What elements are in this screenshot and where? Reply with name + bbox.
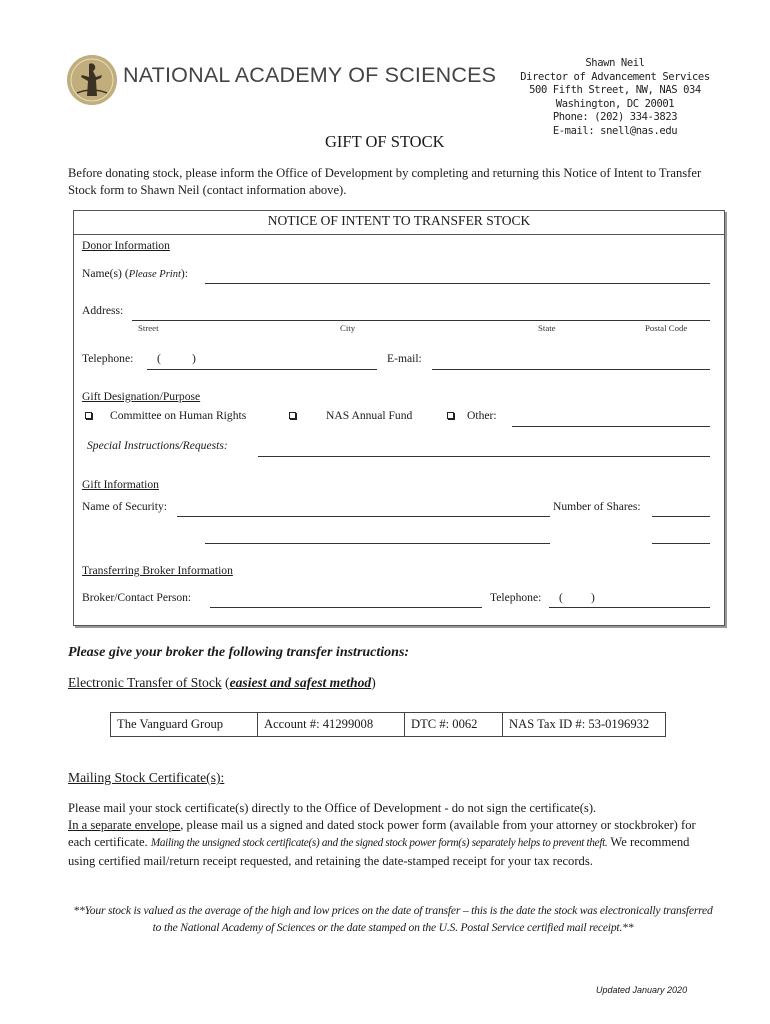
contact-name: Shawn Neil — [585, 57, 645, 69]
checkbox-human-rights[interactable] — [85, 412, 92, 419]
mailing-line1: Please mail your stock certificate(s) directly to the Office of Development - do not sign the certificate(s). — [68, 801, 597, 815]
tel-paren-close: ) — [192, 352, 196, 365]
telephone-label: Telephone: — [82, 352, 134, 365]
broker-contact-label: Broker/Contact Person: — [82, 591, 192, 604]
contact-email[interactable]: E-mail: snell@nas.edu — [552, 124, 678, 137]
tel-paren-open: ( — [157, 352, 161, 365]
contact-city: Washington, DC 20001 — [555, 97, 675, 110]
address-state-caption: State — [538, 323, 556, 333]
mailing-italic-text: Mailing the unsigned stock certificate(s) and the signed stock power form(s) separately helps to prevent theft. — [150, 837, 608, 850]
contact-title: Director of Advancement Services — [520, 70, 710, 83]
valuation-note: **Your stock is valued as the average of the high and low prices on the date of transfer – this is the date the stock was electronically transferred to the National Academy of Sciences or the date stamped on the U.S. Postal Service certified mail receipt.** — [73, 904, 713, 934]
broker-telephone-label: Telephone: — [490, 591, 542, 604]
shares-input-line-2[interactable] — [652, 543, 710, 544]
updated-date: Updated January 2020 — [596, 985, 688, 995]
broker-info-heading: Transferring Broker Information — [82, 564, 233, 577]
address-postal-caption: Postal Code — [645, 323, 688, 333]
broker-contact-line[interactable] — [210, 607, 482, 608]
option-other-label: Other: — [467, 409, 497, 422]
shares-input-line[interactable] — [652, 516, 710, 517]
mailing-paragraph: Please mail your stock certificate(s) directly to the Office of Development - do not sign the certificate(s). In a separate envelope, please mail us a signed and dated stock power form (available from your attorney or stockbroker) for each certificate. Mailing the unsigned stock certificate(s) and the signed stock power form(s) separately helps to prevent theft. We recommend using certified mail/return receipt requested, and retaining the date-stamped receipt for your tax records. — [68, 801, 696, 868]
checkbox-annual-fund[interactable] — [289, 412, 296, 419]
intro-paragraph: Before donating stock, please inform the Office of Development by completing and returning this Notice of Intent to Transfer Stock form to Shawn Neil (contact information above). — [68, 166, 702, 197]
gift-designation-heading: Gift Designation/Purpose — [82, 390, 201, 403]
contact-phone: Phone: (202) 334-3823 — [552, 111, 678, 123]
special-instructions-label: Special Instructions/Requests: — [87, 439, 228, 452]
notice-title-divider — [74, 234, 724, 235]
gift-info-heading: Gift Information — [82, 478, 159, 491]
account-dtc-cell: DTC #: 0062 — [405, 713, 503, 737]
donor-info-heading: Donor Information — [82, 239, 170, 252]
address-label: Address: — [82, 304, 124, 317]
contact-block — [520, 57, 710, 138]
mailing-heading: Mailing Stock Certificate(s): — [68, 770, 225, 785]
page-title: GIFT OF STOCK — [325, 132, 445, 151]
telephone-input-line[interactable] — [147, 369, 377, 370]
broker-telephone-line[interactable] — [549, 607, 710, 608]
address-city-caption: City — [340, 323, 356, 333]
names-label: Name(s) (Please Print): — [82, 267, 188, 280]
account-number-cell: Account #: 41299008 — [258, 713, 405, 737]
email-label: E-mail: — [387, 352, 422, 365]
option-annual-fund-label: NAS Annual Fund — [326, 409, 413, 422]
account-taxid-cell: NAS Tax ID #: 53-0196932 — [503, 713, 666, 737]
option-human-rights-label: Committee on Human Rights — [110, 409, 247, 422]
account-table — [110, 712, 666, 737]
separate-envelope-text: In a separate envelope — [68, 818, 181, 833]
logo-wordmark: NATIONAL ACADEMY OF SCIENCES — [123, 63, 497, 87]
electronic-transfer-heading: Electronic Transfer of Stock (easiest and safest method) — [68, 675, 376, 690]
notice-title: NOTICE OF INTENT TO TRANSFER STOCK — [267, 213, 531, 228]
email-input-line[interactable] — [432, 369, 710, 370]
shares-label: Number of Shares: — [553, 500, 641, 513]
address-input-line[interactable] — [132, 320, 710, 321]
contact-street: 500 Fifth Street, NW, NAS 034 — [529, 84, 701, 96]
account-broker-cell: The Vanguard Group — [111, 713, 258, 737]
instructions-heading: Please give your broker the following transfer instructions: — [68, 645, 410, 660]
names-input-line[interactable] — [205, 283, 710, 284]
other-input-line[interactable] — [512, 426, 710, 427]
security-input-line-2[interactable] — [205, 543, 550, 544]
special-instructions-line[interactable] — [258, 456, 710, 457]
nas-seal-logo — [67, 55, 117, 105]
seal-figure-icon — [67, 55, 117, 105]
broker-tel-paren-open: ( — [559, 591, 563, 604]
address-street-caption: Street — [138, 323, 159, 333]
checkbox-other[interactable] — [447, 412, 454, 419]
broker-tel-paren-close: ) — [591, 591, 595, 604]
security-label: Name of Security: — [82, 500, 167, 513]
security-input-line[interactable] — [177, 516, 550, 517]
